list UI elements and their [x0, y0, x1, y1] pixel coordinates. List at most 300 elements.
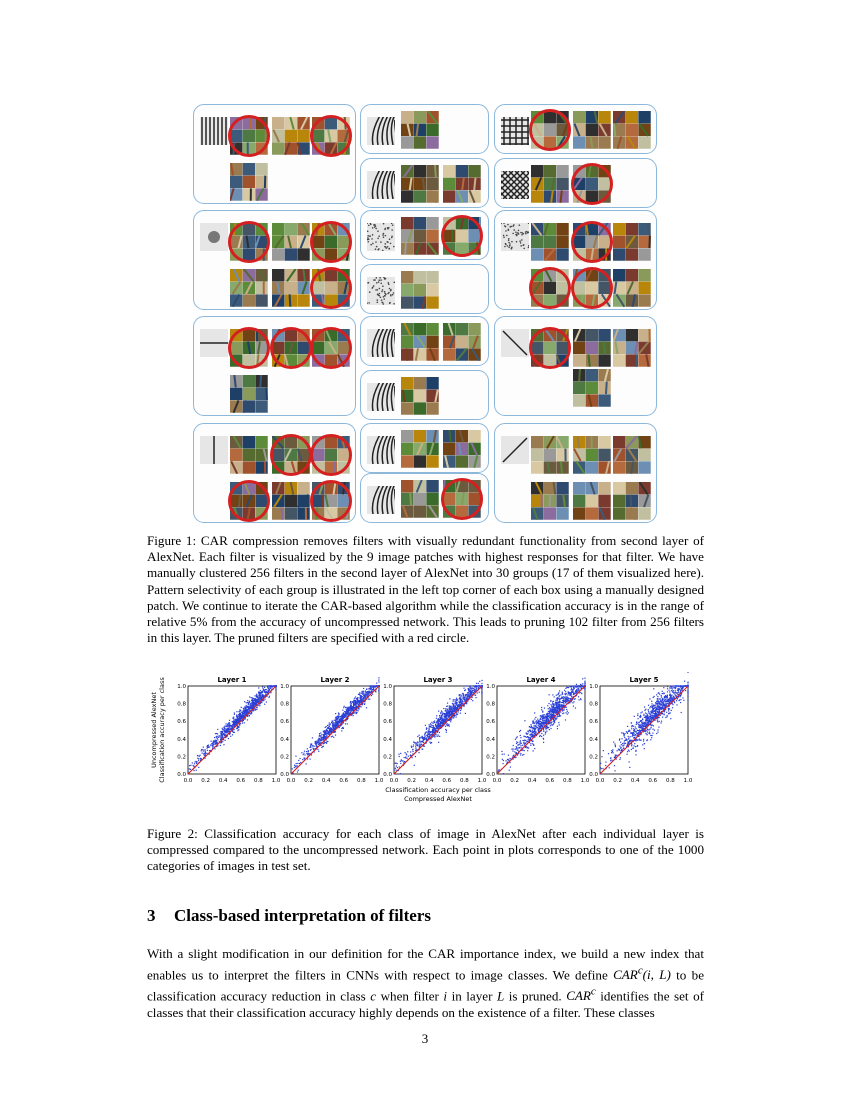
scatter-point [412, 749, 413, 750]
scatter-point [433, 730, 434, 731]
scatter-point [470, 692, 471, 693]
scatter-point [547, 713, 548, 714]
scatter-point [476, 683, 477, 684]
scatter-point [241, 714, 242, 715]
scatter-point [323, 731, 324, 732]
scatter-point [455, 707, 456, 708]
scatter-point [667, 703, 668, 704]
scatter-point [646, 713, 647, 714]
scatter-point [452, 712, 453, 713]
scatter-panel [177, 676, 281, 784]
scatter-point [532, 743, 533, 744]
scatter-point [208, 745, 209, 746]
figure-1-caption-label: Figure 1: [147, 533, 197, 548]
scatter-point [424, 734, 425, 735]
scatter-point [438, 742, 439, 743]
scatter-point [460, 710, 461, 711]
scatter-point [354, 701, 355, 702]
scatter-point [573, 701, 574, 702]
scatter-point [672, 707, 673, 708]
scatter-point [426, 729, 427, 730]
scatter-point [502, 754, 503, 755]
scatter-point [430, 732, 431, 733]
scatter-point [552, 712, 553, 713]
scatter-point [654, 730, 655, 731]
filter-patch-grid [613, 269, 651, 307]
scatter-point [461, 708, 462, 709]
scatter-point [250, 703, 251, 704]
scatter-point [479, 692, 480, 693]
pattern-prototype-patch [501, 171, 529, 199]
scatter-point [267, 691, 268, 692]
y-tick-label: 0.2 [280, 754, 289, 761]
scatter-point [419, 735, 420, 736]
scatter-point [563, 712, 564, 713]
scatter-point [224, 730, 225, 731]
scatter-point [321, 737, 322, 738]
scatter-point [416, 743, 417, 744]
scatter-point [575, 685, 576, 686]
scatter-point [264, 704, 265, 705]
scatter-point [550, 700, 551, 701]
scatter-point [422, 748, 423, 749]
scatter-point [419, 741, 420, 742]
scatter-point [459, 695, 460, 696]
scatter-point [440, 721, 441, 722]
scatter-point [671, 697, 672, 698]
scatter-point [242, 723, 243, 724]
scatter-point [529, 726, 530, 727]
scatter-point [425, 732, 426, 733]
scatter-point [608, 753, 609, 754]
scatter-point [519, 741, 520, 742]
scatter-point [343, 707, 344, 708]
scatter-panel [280, 676, 384, 784]
scatter-point [470, 689, 471, 690]
filter-group-panel [193, 423, 356, 523]
filter-patch-grid [443, 430, 481, 468]
pruned-filter-circle [529, 267, 571, 309]
y-tick-label: 0.2 [383, 754, 392, 761]
scatter-point [364, 703, 365, 704]
scatter-point [516, 743, 517, 744]
filter-patch-grid [613, 436, 651, 474]
scatter-point [567, 714, 568, 715]
scatter-point [343, 718, 344, 719]
scatter-point [461, 704, 462, 705]
scatter-point [295, 756, 296, 757]
scatter-point [479, 681, 480, 682]
scatter-point [254, 708, 255, 709]
scatter-point [245, 706, 246, 707]
scatter-point [364, 696, 365, 697]
scatter-point [404, 752, 405, 753]
scatter-point [263, 690, 264, 691]
scatter-point [548, 718, 549, 719]
scatter-point [201, 749, 202, 750]
scatter-point [446, 713, 447, 714]
scatter-point [660, 701, 661, 702]
scatter-point [649, 707, 650, 708]
scatter-point [294, 767, 295, 768]
scatter-point [217, 738, 218, 739]
scatter-point [325, 742, 326, 743]
scatter-point [622, 743, 623, 744]
scatter-point [565, 719, 566, 720]
scatter-point [673, 685, 674, 686]
y-tick-label: 0.4 [383, 736, 392, 743]
scatter-point [644, 748, 645, 749]
y-tick-label: 0.4 [486, 736, 495, 743]
scatter-point [549, 694, 550, 695]
scatter-point [452, 707, 453, 708]
scatter-point [542, 722, 543, 723]
scatter-point [224, 732, 225, 733]
scatter-point [327, 733, 328, 734]
scatter-point [559, 708, 560, 709]
scatter-point [326, 741, 327, 742]
scatter-point [315, 743, 316, 744]
pattern-prototype-patch [501, 223, 529, 251]
scatter-point [235, 724, 236, 725]
scatter-point [549, 711, 550, 712]
scatter-point [320, 732, 321, 733]
scatter-point [542, 714, 543, 715]
scatter-point [554, 710, 555, 711]
scatter-point [317, 742, 318, 743]
scatter-point [636, 723, 637, 724]
scatter-point [201, 750, 202, 751]
scatter-point [662, 717, 663, 718]
scatter-point [545, 732, 546, 733]
scatter-point [318, 751, 319, 752]
x-tick-label: 0.0 [183, 778, 193, 784]
scatter-point [309, 753, 310, 754]
scatter-point [245, 709, 246, 710]
scatter-point [566, 701, 567, 702]
scatter-point [466, 698, 467, 699]
scatter-point [681, 712, 682, 713]
scatter-point [611, 750, 612, 751]
scatter-point [248, 707, 249, 708]
scatter-point [530, 738, 531, 739]
scatter-point [411, 746, 412, 747]
scatter-point [360, 697, 361, 698]
scatter-point [546, 720, 547, 721]
scatter-point [681, 694, 682, 695]
scatter-point [240, 713, 241, 714]
scatter-point [415, 742, 416, 743]
scatter-point [222, 731, 223, 732]
scatter-point [418, 744, 419, 745]
scatter-point [447, 703, 448, 704]
scatter-point [268, 697, 269, 698]
scatter-point [520, 735, 521, 736]
scatter-point [329, 722, 330, 723]
scatter-point [299, 758, 300, 759]
scatter-point [431, 731, 432, 732]
scatter-point [256, 703, 257, 704]
scatter-point [226, 725, 227, 726]
scatter-point [234, 719, 235, 720]
scatter-point [639, 740, 640, 741]
scatter-point [675, 690, 676, 691]
scatter-point [205, 751, 206, 752]
scatter-point [640, 725, 641, 726]
scatter-point [443, 713, 444, 714]
y-tick-label: 0.0 [177, 772, 186, 778]
scatter-point [565, 688, 566, 689]
scatter-point [683, 700, 684, 701]
scatter-point [234, 714, 235, 715]
scatter-point [435, 725, 436, 726]
scatter-point [474, 685, 475, 686]
filter-group-panel [360, 264, 489, 314]
scatter-point [562, 713, 563, 714]
scatter-point [553, 721, 554, 722]
scatter-point [550, 725, 551, 726]
scatter-point [662, 693, 663, 694]
scatter-point [456, 700, 457, 701]
scatter-point [446, 706, 447, 707]
scatter-point [296, 765, 297, 766]
scatter-point [664, 705, 665, 706]
scatter-point [521, 745, 522, 746]
scatter-point [220, 735, 221, 736]
scatter-point [629, 761, 630, 762]
scatter-point [245, 711, 246, 712]
scatter-point [674, 702, 675, 703]
scatter-point [664, 714, 665, 715]
scatter-point [672, 689, 673, 690]
scatter-point [300, 762, 301, 763]
scatter-point [650, 706, 651, 707]
scatter-point [513, 748, 514, 749]
scatter-point [358, 701, 359, 702]
scatter-point [639, 725, 640, 726]
scatter-point [438, 719, 439, 720]
y-tick-label: 0.8 [280, 701, 289, 708]
scatter-point [510, 766, 511, 767]
scatter-point [210, 744, 211, 745]
scatter-point [457, 707, 458, 708]
scatter-point [539, 736, 540, 737]
scatter-point [236, 711, 237, 712]
scatter-point [538, 723, 539, 724]
scatter-point [372, 694, 373, 695]
scatter-point [444, 719, 445, 720]
scatter-point [671, 710, 672, 711]
scatter-point [636, 724, 637, 725]
scatter-point [415, 743, 416, 744]
scatter-point [422, 736, 423, 737]
filter-group-panel [360, 370, 489, 420]
x-tick-label: 1.0 [271, 778, 281, 784]
scatter-point [527, 736, 528, 737]
scatter-point [638, 722, 639, 723]
scatter-point [509, 770, 510, 771]
scatter-point [545, 733, 546, 734]
scatter-point [527, 733, 528, 734]
scatter-point [551, 705, 552, 706]
scatter-point [351, 708, 352, 709]
scatter-point [509, 762, 510, 763]
scatter-point [348, 711, 349, 712]
pruned-filter-circle [228, 327, 270, 369]
scatter-point [242, 721, 243, 722]
scatter-point [362, 704, 363, 705]
scatter-point [561, 705, 562, 706]
pattern-prototype-patch [367, 329, 395, 357]
scatter-point [461, 702, 462, 703]
scatter-point [520, 740, 521, 741]
scatter-point [537, 722, 538, 723]
scatter-point [263, 689, 264, 690]
scatter-point [250, 713, 251, 714]
scatter-point [647, 729, 648, 730]
scatter-point [339, 719, 340, 720]
scatter-point [187, 771, 188, 772]
scatter-point [331, 736, 332, 737]
scatter-point [318, 740, 319, 741]
scatter-point [252, 699, 253, 700]
scatter-point [610, 760, 611, 761]
scatter-point [370, 691, 371, 692]
scatter-point [562, 693, 563, 694]
scatter-point [555, 700, 556, 701]
scatter-point [259, 705, 260, 706]
scatter-point [199, 756, 200, 757]
scatter-point [253, 700, 254, 701]
scatter-point [332, 723, 333, 724]
scatter-point [450, 721, 451, 722]
scatter-point [333, 725, 334, 726]
pruned-filter-circle [529, 327, 571, 369]
scatter-point [533, 732, 534, 733]
scatter-point [420, 744, 421, 745]
scatter-point [417, 742, 418, 743]
scatter-point [312, 737, 313, 738]
x-tick-label: 0.2 [304, 778, 313, 784]
scatter-point [434, 722, 435, 723]
scatter-point [397, 763, 398, 764]
scatter-point [354, 702, 355, 703]
scatter-point [236, 721, 237, 722]
scatter-point [501, 751, 502, 752]
scatter-point [412, 751, 413, 752]
scatter-point [318, 744, 319, 745]
scatter-point [430, 723, 431, 724]
scatter-point [251, 702, 252, 703]
scatter-point [239, 711, 240, 712]
scatter-point [227, 728, 228, 729]
scatter-point [636, 740, 637, 741]
filter-group-panel [360, 423, 489, 473]
scatter-point [252, 707, 253, 708]
scatter-point [407, 751, 408, 752]
scatter-point [640, 712, 641, 713]
scatter-point [428, 729, 429, 730]
scatter-point [339, 721, 340, 722]
scatter-point [354, 712, 355, 713]
scatter-point [399, 756, 400, 757]
scatter-point [366, 692, 367, 693]
scatter-point [530, 731, 531, 732]
scatter-point [244, 701, 245, 702]
scatter-point [437, 724, 438, 725]
scatter-point [254, 695, 255, 696]
scatter-point [378, 688, 379, 689]
scatter-point [651, 703, 652, 704]
x-tick-label: 0.6 [339, 778, 349, 784]
scatter-point [468, 692, 469, 693]
scatter-point [678, 700, 679, 701]
scatter-point [550, 728, 551, 729]
scatter-point [212, 746, 213, 747]
scatter-point [581, 684, 582, 685]
scatter-point [656, 694, 657, 695]
scatter-point [556, 698, 557, 699]
scatter-point [225, 731, 226, 732]
pattern-prototype-patch [367, 486, 395, 514]
scatter-point [687, 684, 688, 685]
pruned-filter-circle [310, 434, 352, 476]
scatter-point [669, 691, 670, 692]
scatter-point [678, 692, 679, 693]
scatter-point [652, 729, 653, 730]
filter-patch-grid [531, 436, 569, 474]
scatter-point [560, 711, 561, 712]
scatter-point [260, 698, 261, 699]
scatter-point [247, 710, 248, 711]
scatter-point [353, 709, 354, 710]
scatter-point [524, 740, 525, 741]
scatter-point [239, 724, 240, 725]
scatter-point [554, 696, 555, 697]
scatter-point [451, 707, 452, 708]
filter-group-panel [360, 473, 489, 523]
scatter-point [334, 720, 335, 721]
scatter-point [236, 719, 237, 720]
scatter-point [350, 703, 351, 704]
scatter-point [219, 735, 220, 736]
scatter-point [331, 721, 332, 722]
scatter-point [270, 685, 271, 686]
scatter-point [400, 761, 401, 762]
scatter-point [453, 705, 454, 706]
scatter-point [620, 757, 621, 758]
scatter-point [448, 725, 449, 726]
scatter-point [425, 733, 426, 734]
scatter-point [295, 766, 296, 767]
scatter-point [572, 702, 573, 703]
scatter-point [336, 723, 337, 724]
scatter-point [324, 743, 325, 744]
scatter-point [214, 737, 215, 738]
scatter-point [361, 701, 362, 702]
scatter-point [441, 711, 442, 712]
scatter-point [551, 723, 552, 724]
y-tick-label: 0.4 [177, 736, 186, 743]
scatter-point [436, 715, 437, 716]
x-tick-label: 0.8 [460, 778, 469, 784]
scatter-point [375, 691, 376, 692]
scatter-point [669, 708, 670, 709]
scatter-point [443, 708, 444, 709]
scatter-point [575, 690, 576, 691]
filter-group-panel [494, 210, 657, 310]
scatter-point [471, 687, 472, 688]
